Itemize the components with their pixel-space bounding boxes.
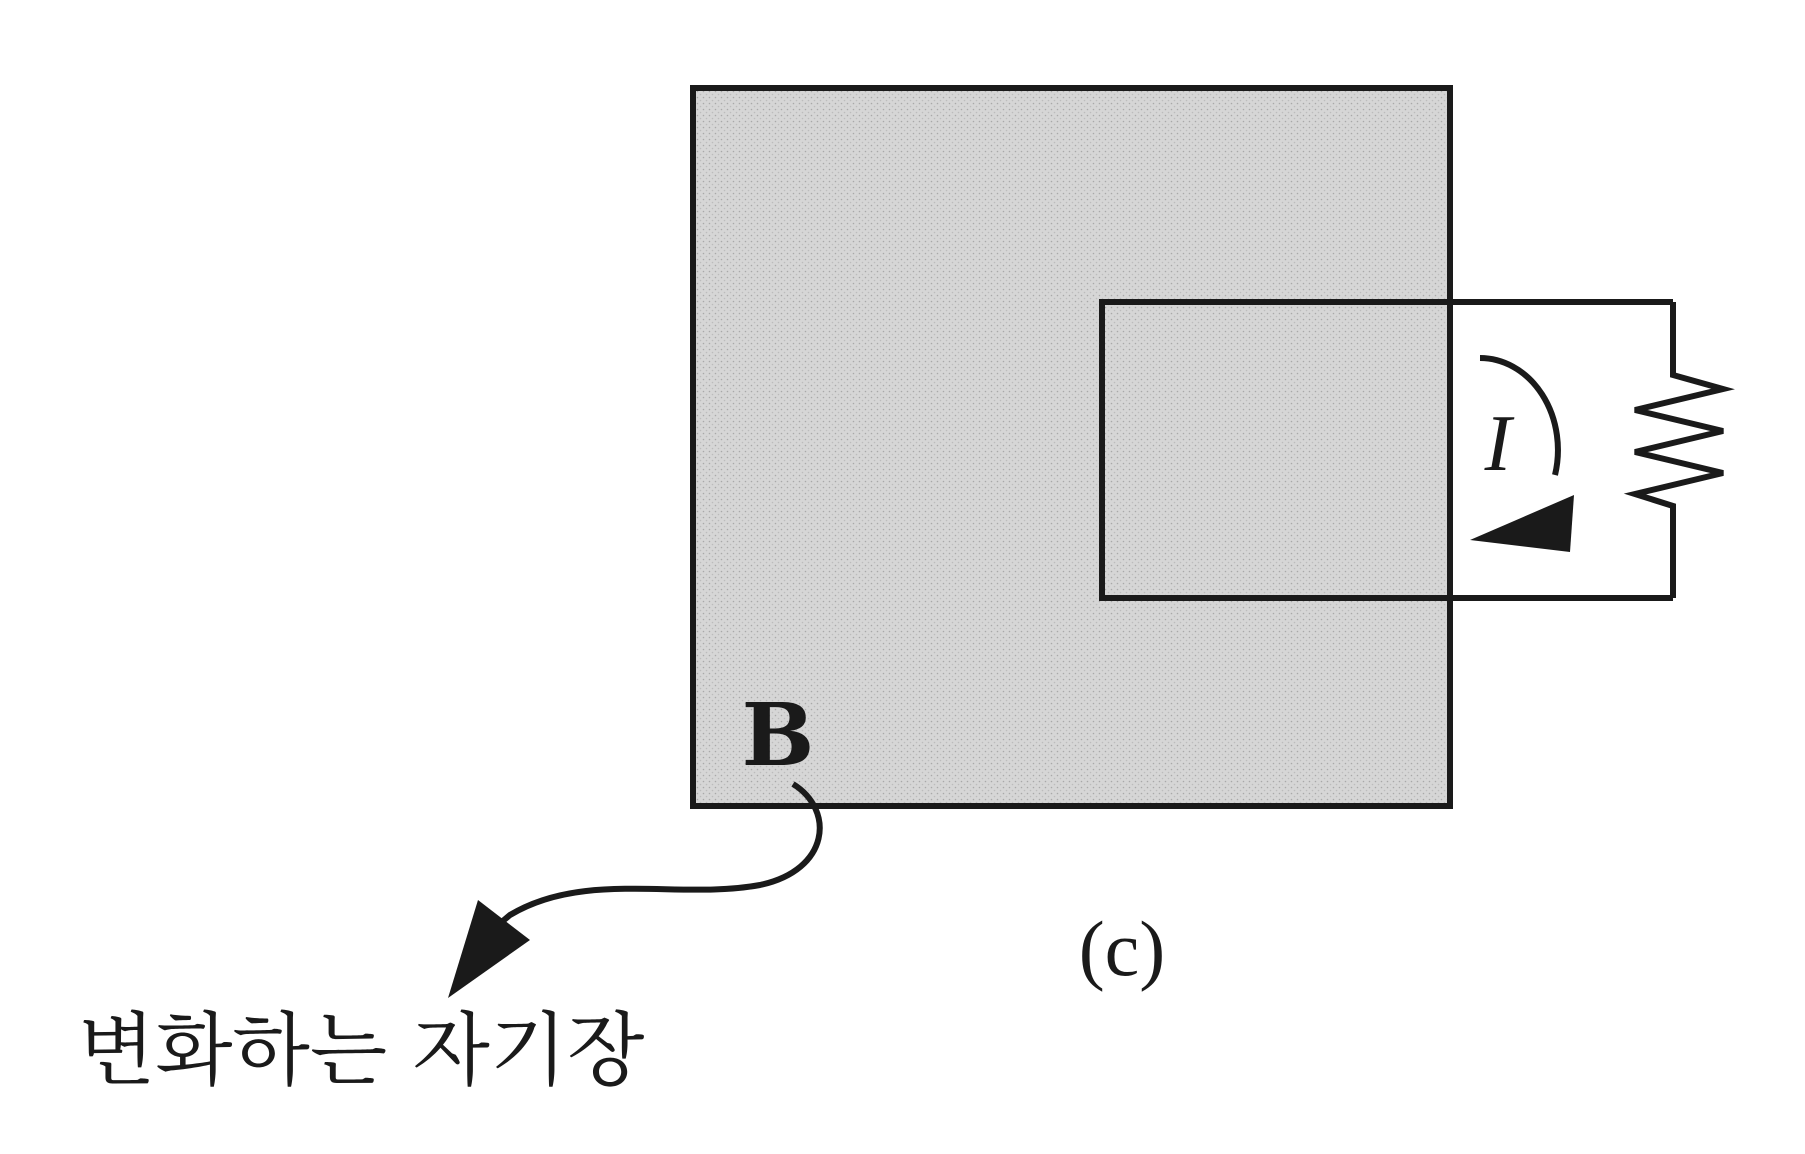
panel-label: (c) [1078,905,1166,992]
caption: 변화하는 자기장 [78,1004,645,1097]
current-label: I [1484,400,1512,488]
field-label: B [741,685,815,786]
wavy-arrow-icon [448,784,820,998]
resistor-icon [1635,302,1723,598]
